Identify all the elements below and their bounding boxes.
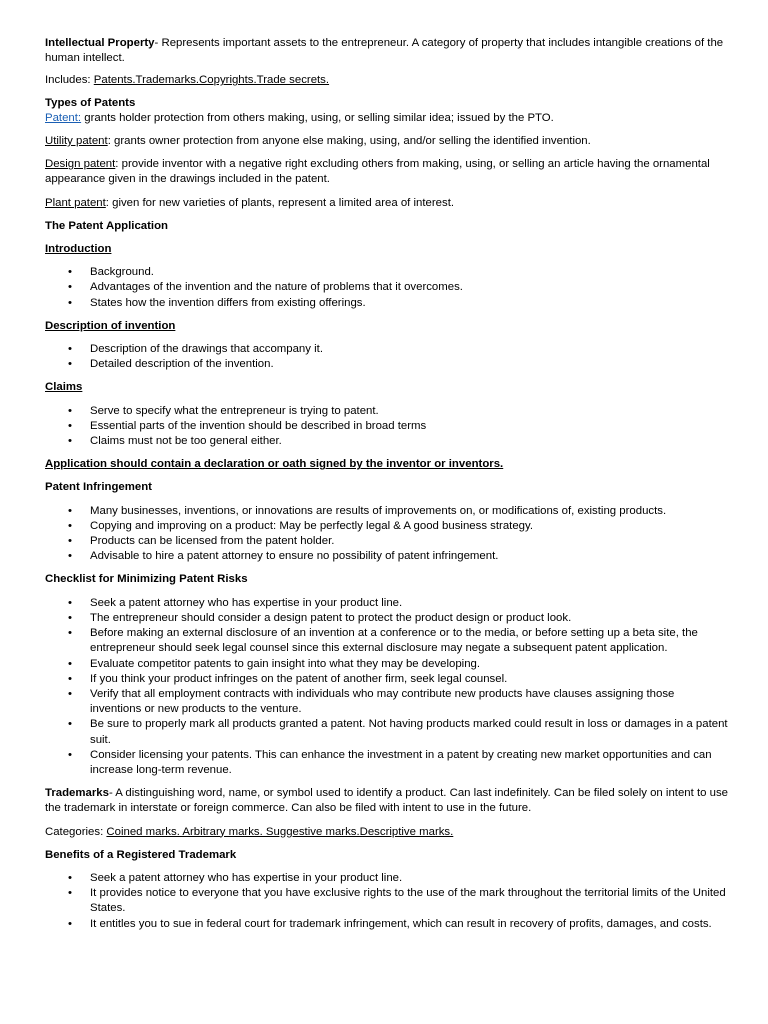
registered-trademark-heading: Benefits of a Registered Trademark (45, 848, 237, 861)
bullet-icon: • (68, 871, 72, 884)
claims-heading: Claims (45, 381, 83, 394)
bullet-icon: • (68, 358, 72, 371)
list-item (68, 626, 728, 656)
list-item (68, 534, 728, 549)
list-item (68, 296, 728, 311)
bullet-icon: • (68, 404, 72, 417)
plant-patent-term: Plant patent (45, 196, 106, 209)
list-item-text: Before making an external disclosure of an invention at a conference or to the media, or before setting up a beta site, the entrepreneur should seek legal counsel since this external disclosure may negate a subsequent patent application. (90, 627, 698, 655)
list-item-text: Evaluate competitor patents to gain insight into what they may be developing. (90, 657, 481, 670)
bullet-icon: • (68, 917, 72, 930)
plant-patent-definition: : given for new varieties of plants, represent a limited area of interest. (105, 196, 455, 209)
includes-paragraph (45, 73, 728, 88)
registered-benefits-list (45, 871, 728, 932)
list-item (68, 280, 728, 295)
list-item-text: States how the invention differs from existing offerings. (90, 296, 366, 309)
list-item (68, 886, 728, 916)
includes-label: Includes: (45, 74, 94, 87)
includes-items: Patents.Trademarks.Copyrights.Trade secrets. (93, 74, 330, 87)
categories-label: Categories: (45, 825, 107, 838)
categories-items: Coined marks. Arbitrary marks. Suggestive marks.Descriptive marks. (106, 825, 454, 838)
bullet-icon: • (68, 266, 72, 279)
patent-application-heading: The Patent Application (45, 219, 168, 232)
list-item-text: Description of the drawings that accompany it. (90, 343, 323, 356)
list-item (68, 611, 728, 626)
introduction-heading: Introduction (45, 243, 112, 256)
list-item (68, 917, 728, 932)
declaration-note: Application should contain a declaration or oath signed by the inventor or inventors. (45, 458, 504, 471)
introduction-list (45, 265, 728, 311)
list-item (68, 687, 728, 717)
list-item-text: Detailed description of the invention. (90, 358, 274, 371)
trademarks-term: Trademarks (45, 787, 109, 800)
description-heading: Description of invention (45, 319, 176, 332)
bullet-icon: • (68, 535, 72, 548)
list-item-text: Essential parts of the invention should be described in broad terms (90, 419, 427, 432)
list-item-text: Serve to specify what the entrepreneur is trying to patent. (90, 404, 379, 417)
list-item-text: Seek a patent attorney who has expertise in your product line. (90, 596, 403, 609)
list-item (68, 434, 728, 449)
list-item (68, 504, 728, 519)
categories-paragraph (45, 825, 728, 840)
list-item (68, 672, 728, 687)
list-item (68, 871, 728, 886)
infringement-list (45, 504, 728, 565)
bullet-icon: • (68, 657, 72, 670)
bullet-icon: • (68, 596, 72, 609)
plant-patent-paragraph (45, 196, 728, 211)
list-item-text: Copying and improving on a product: May be perfectly legal & A good business strategy. (90, 519, 534, 532)
patent-infringement-heading: Patent Infringement (45, 481, 152, 494)
list-item-text: Verify that all employment contracts with individuals who may contribute new products have clauses assigning those inventions or new products to the venture. (90, 687, 675, 716)
trademarks-definition: - A distinguishing word, name, or symbol used to identify a product. Can last indefinitely. Can be filed solely on intent to use the trademark in interstate or foreign commerce. Can also be filed with intent to use in the future. (45, 787, 728, 815)
bullet-icon: • (68, 343, 72, 356)
list-item (68, 519, 728, 534)
bullet-icon: • (68, 687, 72, 700)
design-patent-paragraph (45, 157, 728, 187)
types-of-patents-heading: Types of Patents (45, 96, 136, 109)
bullet-icon: • (68, 627, 72, 640)
list-item-text: Advisable to hire a patent attorney to ensure no possibility of patent infringement. (90, 550, 499, 563)
list-item-text: It entitles you to sue in federal court for trademark infringement, which can result in recovery of profits, damages, and costs. (90, 917, 712, 930)
design-patent-term: Design patent (45, 158, 116, 171)
intellectual-property-definition: - Represents important assets to the entrepreneur. A category of property that includes intangible creations of the human intellect. (45, 37, 724, 65)
list-item (68, 419, 728, 434)
bullet-icon: • (68, 281, 72, 294)
list-item-text: The entrepreneur should consider a design patent to protect the product design or product look. (90, 611, 572, 624)
list-item (68, 342, 728, 357)
claims-list (45, 404, 728, 450)
list-item-text: Seek a patent attorney who has expertise in your product line. (90, 871, 403, 884)
list-item (68, 748, 728, 778)
trademarks-paragraph (45, 786, 728, 816)
intellectual-property-term: Intellectual Property (45, 37, 155, 49)
description-list (45, 342, 728, 372)
bullet-icon: • (68, 718, 72, 731)
patent-link[interactable]: Patent: (45, 111, 82, 124)
bullet-icon: • (68, 748, 72, 761)
list-item-text: Be sure to properly mark all products granted a patent. Not having products marked could result in loss or damages in a patent suit. (90, 718, 728, 746)
list-item-text: Claims must not be too general either. (90, 435, 282, 448)
list-item (68, 657, 728, 672)
list-item (68, 404, 728, 419)
list-item-text: Advantages of the invention and the nature of problems that it overcomes. (90, 281, 463, 294)
checklist-list (45, 596, 728, 778)
list-item-text: Consider licensing your patents. This can enhance the investment in a patent by creating new market opportunities and can increase long-term revenue. (90, 748, 712, 776)
bullet-icon: • (68, 504, 72, 517)
list-item-text: Background. (90, 266, 154, 279)
bullet-icon: • (68, 672, 72, 685)
list-item-text: Many businesses, inventions, or innovations are results of improvements on, or modifications of, existing products. (90, 504, 667, 517)
list-item-text: If you think your product infringes on the patent of another firm, seek legal counsel. (90, 672, 508, 685)
list-item-text: Products can be licensed from the patent holder. (90, 535, 335, 548)
bullet-icon: • (68, 435, 72, 448)
patent-paragraph (45, 111, 728, 126)
list-item (68, 717, 728, 747)
list-item (68, 549, 728, 564)
list-item (68, 265, 728, 280)
utility-patent-definition: : grants owner protection from anyone else making, using, and/or selling the identified invention. (107, 135, 591, 148)
patent-definition: grants holder protection from others making, using, or selling similar idea; issued by the PTO. (81, 111, 554, 124)
bullet-icon: • (68, 887, 72, 900)
bullet-icon: • (68, 519, 72, 532)
bullet-icon: • (68, 419, 72, 432)
list-item-text: It provides notice to everyone that you have exclusive rights to the use of the mark throughout the territorial limits of the United States. (90, 887, 726, 915)
intellectual-property-paragraph (45, 36, 728, 66)
utility-patent-paragraph (45, 134, 728, 149)
bullet-icon: • (68, 296, 72, 309)
list-item (68, 596, 728, 611)
checklist-heading: Checklist for Minimizing Patent Risks (45, 573, 248, 586)
design-patent-definition: : provide inventor with a negative right excluding others from making, using, or selling an article having the ornamental appearance given in the drawings included in the patent. (45, 158, 710, 186)
utility-patent-term: Utility patent (45, 135, 108, 148)
bullet-icon: • (68, 611, 72, 624)
list-item (68, 357, 728, 372)
bullet-icon: • (68, 550, 72, 563)
